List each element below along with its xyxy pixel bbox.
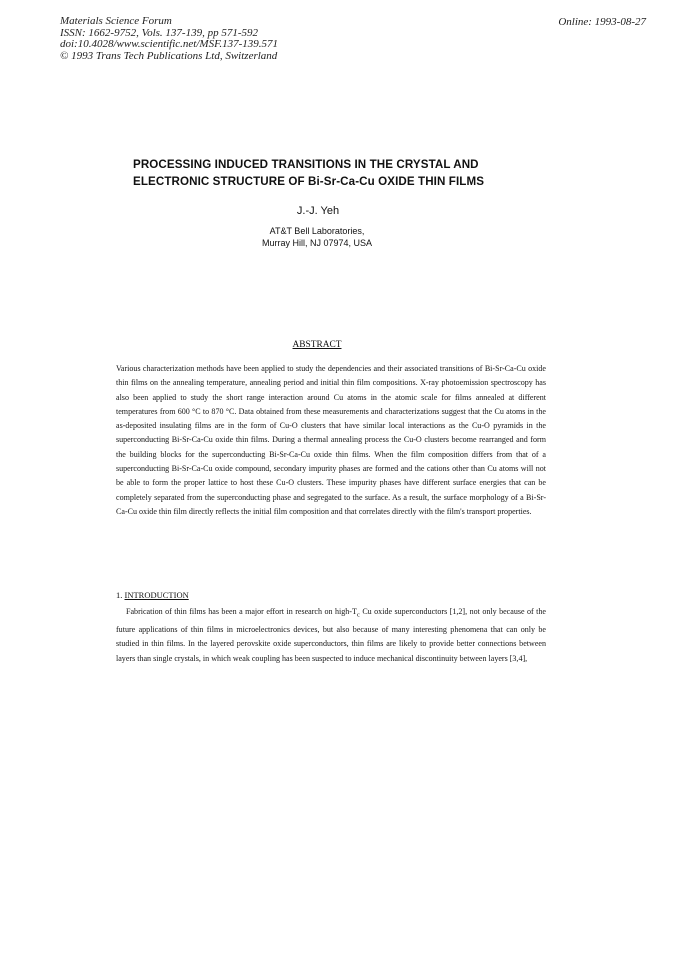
journal-name: Materials Science Forum — [60, 15, 172, 27]
introduction-body — [116, 605, 546, 666]
section-number: 1. — [116, 590, 123, 600]
doi-line[interactable]: doi:10.4028/www.scientific.net/MSF.137-139.571 — [60, 38, 279, 50]
tc-subscript: c — [356, 611, 360, 619]
section-title: INTRODUCTION — [124, 590, 189, 600]
title-line-2: ELECTRONIC STRUCTURE OF Bi-Sr-Ca-Cu OXIDE THIN FILMS — [133, 175, 485, 188]
abstract-body: Various characterization methods have been applied to study the dependencies and their associated transitions of Bi-Sr-Ca-Cu oxide thin films on the annealing temperature, annealing period and initial thin film compositions. X-ray photoemission spectroscopy has also been applied to study the short range interaction around Cu atoms in the atomic scale for films annealed at different temperatures from 600 °C to 870 °C. Data obtained from these measurements and characterizations suggest that the Cu atoms in the as-deposited insulating films are in the form of Cu-O clusters that have similar local interactions as the Cu-O pyramids in the superconducting Bi-Sr-Ca-Cu oxide thin films. During a thermal annealing process the Cu-O clusters become rearranged and form the building blocks for the superconducting Bi-Sr-Ca-Cu oxide thin films. When the film composition differs from that of a superconducting Bi-Sr-Ca-Cu oxide compound, secondary impurity phases are formed and the cations other than Cu atoms will not be able to form the proper lattice to host these Cu-O clusters. These impurity phases have different surface energies that can be completely separated from the superconducting phase and segregated to the surface. As a result, the surface morphology of a Bi-Sr-Ca-Cu oxide thin film directly reflects the initial film composition and that correlates directly with the film's transport properties. — [116, 364, 546, 516]
affiliation — [0, 226, 634, 249]
affiliation-line-2: Murray Hill, NJ 07974, USA — [261, 237, 373, 248]
online-date: Online: 1993-08-27 — [558, 16, 646, 28]
abstract-heading: ABSTRACT — [292, 340, 342, 350]
intro-text-start: Fabrication of thin films has been a major effort in research on high-T — [126, 607, 357, 616]
issn-line: ISSN: 1662-9752, Vols. 137-139, pp 571-592 — [60, 26, 258, 39]
publication-metadata — [60, 16, 278, 62]
title-line-1: PROCESSING INDUCED TRANSITIONS IN THE CRYSTAL AND — [133, 158, 479, 171]
affiliation-line-1: AT&T Bell Laboratories, — [269, 226, 365, 236]
section-heading-introduction — [116, 590, 189, 600]
paper-title — [133, 156, 553, 190]
copyright-line: © 1993 Trans Tech Publications Ltd, Switzerland — [60, 49, 278, 62]
intro-text-rest: Cu oxide superconductors [1,2], not only because of the future applications of thin films in microelectronics devices, but also because of many interesting phenomena that can only be studied in thin films. In the layered perovskite oxide superconductors, thin films are likely to provide better connections between layers than single crystals, in which weak coupling has been suspected to induce mechanical discontinuity between layers [3,4], — [116, 607, 546, 663]
author-name: J.-J. Yeh — [296, 205, 340, 217]
